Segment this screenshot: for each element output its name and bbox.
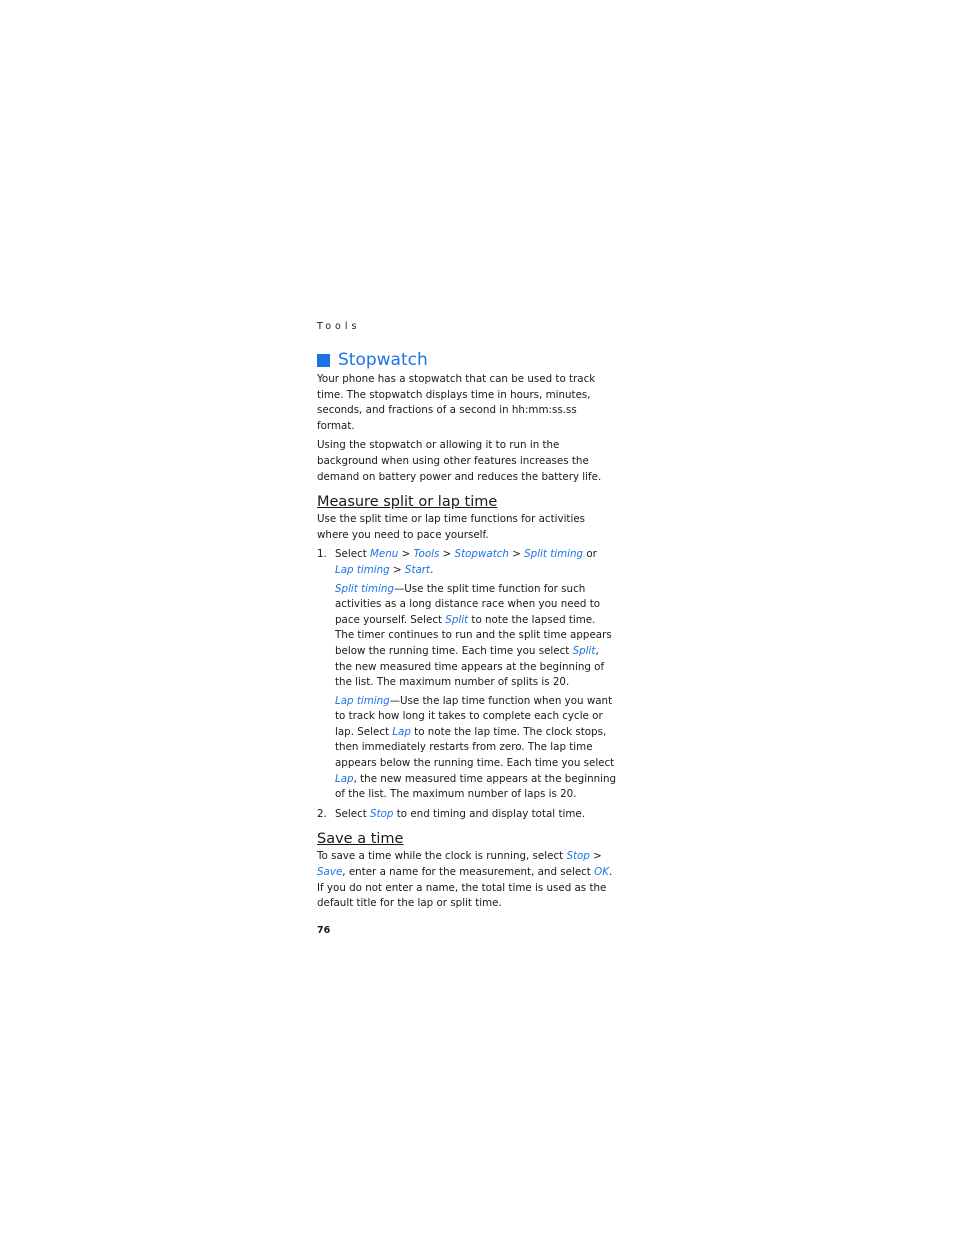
menu-path-stopwatch: Stopwatch <box>454 548 509 561</box>
menu-path-lap-timing: Lap timing <box>335 563 390 576</box>
measure-heading: Measure split or lap time <box>317 494 498 511</box>
step-text: or <box>583 548 597 561</box>
split-text: , the new measured time appears at the beginning of the list. The maximum number of splits is 20. <box>335 644 605 689</box>
step-text: Select <box>335 807 371 820</box>
split-text: to note the lapsed time. The timer continues to run and the split time appears below the running time. Each time you select <box>335 613 612 657</box>
path-separator: > <box>589 850 602 863</box>
step-2 <box>317 807 617 823</box>
lap-text: to note the lap time. The clock stops, then immediately restarts from zero. The lap time appears below the running time. Each time you select <box>335 725 615 770</box>
save-heading: Save a time <box>317 831 404 848</box>
measure-intro: Use the split time or lap time functions for activities where you need to pace yourself. <box>317 513 586 541</box>
page-content <box>317 318 617 936</box>
stop-option: Stop <box>566 850 590 863</box>
step-number: 2. <box>317 807 327 820</box>
step-1 <box>317 547 617 803</box>
split-option: Split <box>445 613 469 626</box>
path-separator: > <box>508 548 525 561</box>
intro-paragraph: Your phone has a stopwatch that can be used to track time. The stopwatch displays time in hours, minutes, seconds, and fractions of a second in hh:mm:ss.ss format. <box>317 373 596 432</box>
battery-note: Using the stopwatch or allowing it to run in the background when using other features increases the demand on battery power and reduces the battery life. <box>317 439 602 483</box>
menu-path-split-timing: Split timing <box>524 548 584 561</box>
stop-option: Stop <box>370 807 394 820</box>
section-heading: Stopwatch <box>338 350 428 370</box>
steps-list <box>317 547 617 822</box>
step-number: 1. <box>317 548 327 561</box>
ok-option: OK <box>594 866 609 879</box>
step-text: Select <box>335 548 371 561</box>
save-text: , enter a name for the measurement, and select <box>342 866 595 879</box>
save-option: Save <box>317 866 343 879</box>
split-option: Split <box>572 644 596 657</box>
lap-option: Lap <box>335 772 354 785</box>
menu-path-start: Start <box>404 563 431 576</box>
save-text: To save a time while the clock is running, select <box>317 850 567 863</box>
lap-text: , the new measured time appears at the beginning of the list. The maximum number of laps is 20. <box>335 772 617 801</box>
split-text: —Use the split time function for such activities as a long distance race when you need to pace yourself. Select <box>335 582 601 626</box>
section-title <box>317 348 617 372</box>
lap-option: Lap <box>392 725 411 738</box>
lap-timing-term: Lap timing <box>335 694 390 707</box>
lap-text: —Use the lap time function when you want to track how long it takes to complete each cycle or lap. Select <box>335 694 613 738</box>
menu-path-tools: Tools <box>413 548 440 561</box>
path-separator: > <box>389 563 405 576</box>
section-marker-icon <box>317 354 330 367</box>
page-number: 76 <box>317 924 331 936</box>
running-head: Tools <box>317 321 361 332</box>
step-text: . <box>430 563 434 576</box>
menu-path-menu: Menu <box>370 548 399 561</box>
split-timing-term: Split timing <box>335 582 394 595</box>
step-text: to end timing and display total time. <box>393 807 585 820</box>
save-text: . If you do not enter a name, the total time is used as the default title for the lap or split time. <box>317 866 613 910</box>
path-separator: > <box>398 548 414 561</box>
save-paragraph <box>317 849 617 911</box>
split-timing-paragraph <box>335 582 617 691</box>
path-separator: > <box>439 548 455 561</box>
lap-timing-paragraph <box>335 694 617 803</box>
